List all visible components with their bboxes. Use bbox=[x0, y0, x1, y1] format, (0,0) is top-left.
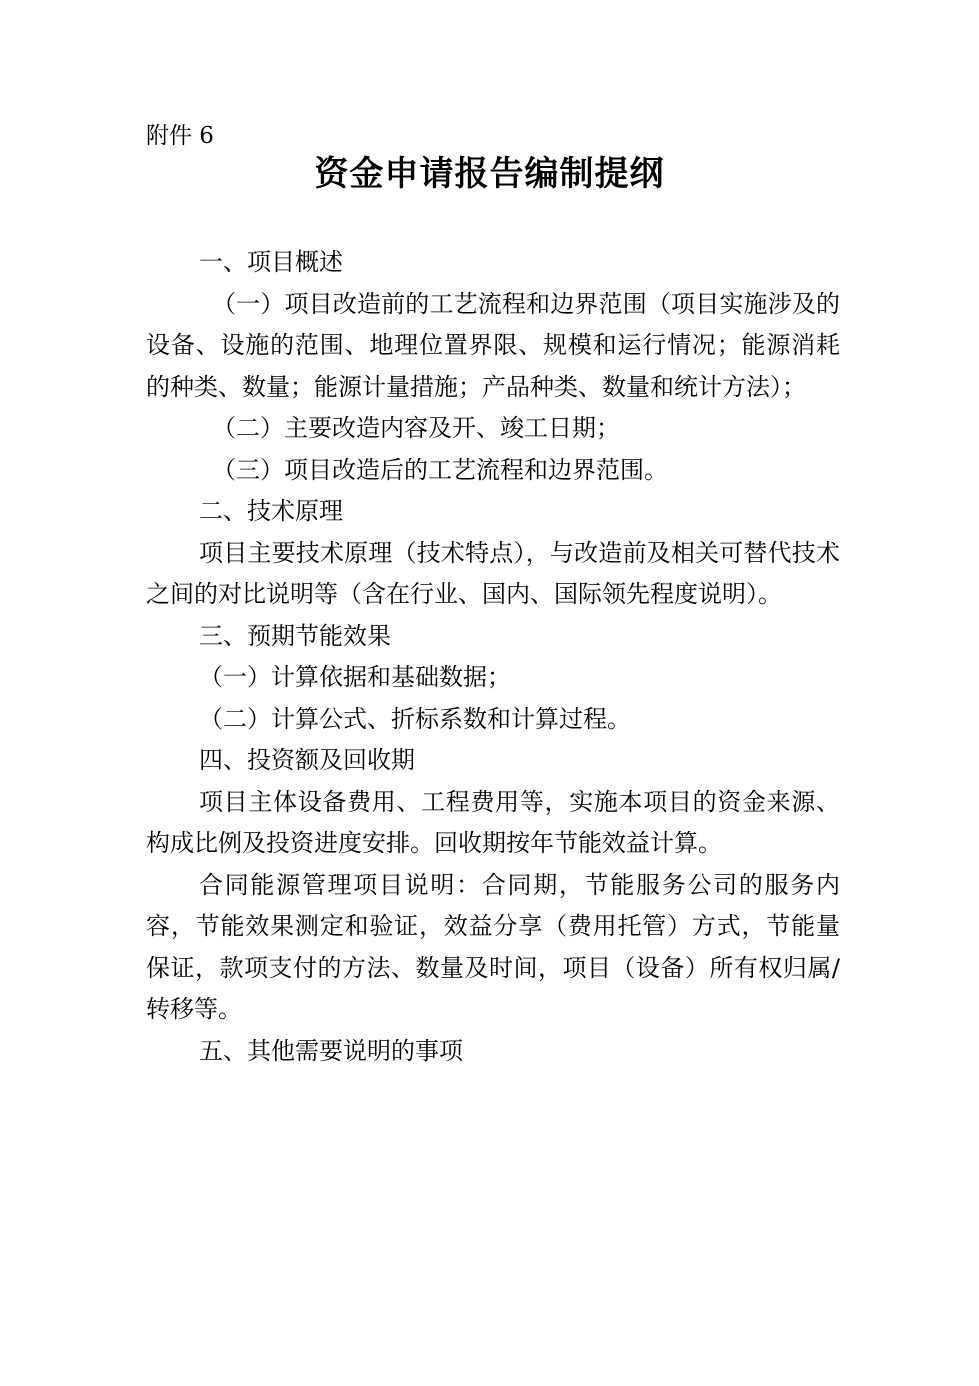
paragraph-technical-principle: 项目主要技术原理（技术特点），与改造前及相关可替代技术之间的对比说明等（含在行业、国内、国际领先程度说明）。 bbox=[146, 538, 840, 608]
paragraph-savings-item-1: （一）计算依据和基础数据； bbox=[199, 663, 511, 691]
document-body bbox=[146, 242, 840, 1072]
paragraph-investment: 项目主体设备费用、工程费用等，实施本项目的资金来源、构成比例及投资进度安排。回收期按年节能效益计算。 bbox=[146, 787, 840, 857]
section-heading-expected-savings: 三、预期节能效果 bbox=[199, 621, 391, 650]
paragraph-overview-item-1: （一）项目改造前的工艺流程和边界范围（项目实施涉及的设备、设施的范围、地理位置界限、规模和运行情况；能源消耗的种类、数量；能源计量措施；产品种类、数量和统计方法）； bbox=[146, 289, 840, 401]
paragraph-savings-item-2: （二）计算公式、折标系数和计算过程。 bbox=[199, 704, 631, 733]
section-heading-overview: 一、项目概述 bbox=[199, 248, 343, 276]
paragraph-energy-contract: 合同能源管理项目说明：合同期，节能服务公司的服务内容，节能效果测定和验证，效益分享（费用托管）方式，节能量保证，款项支付的方法、数量及时间，项目（设备）所有权归属/转移等。 bbox=[146, 870, 840, 1023]
section-heading-other-matters: 五、其他需要说明的事项 bbox=[199, 1036, 463, 1065]
document-title: 资金申请报告编制提纲 bbox=[314, 154, 665, 194]
section-heading-investment: 四、投资额及回收期 bbox=[199, 746, 415, 774]
attachment-label: 附件 6 bbox=[146, 123, 214, 149]
section-heading-technical-principle: 二、技术原理 bbox=[199, 497, 343, 525]
paragraph-overview-item-2: （二）主要改造内容及开、竣工日期； bbox=[212, 414, 620, 442]
paragraph-overview-item-3: （三）项目改造后的工艺流程和边界范围。 bbox=[212, 455, 668, 484]
